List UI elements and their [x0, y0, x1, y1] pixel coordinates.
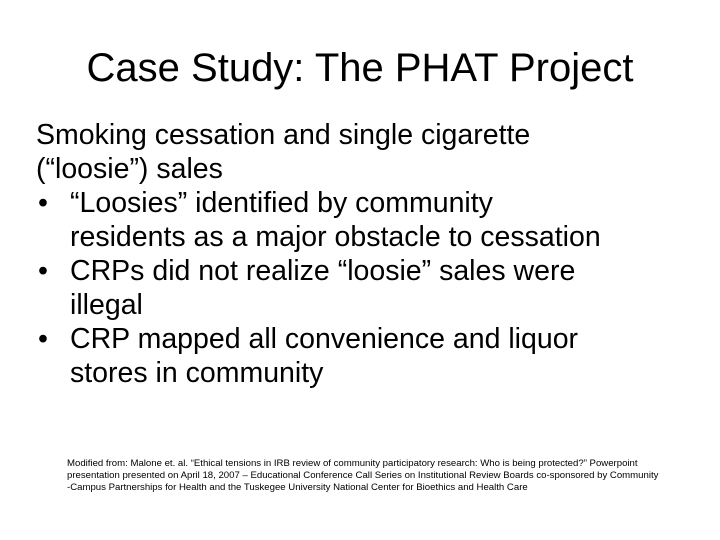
bullet-item: [36, 322, 696, 390]
bullet-line-2: stores in community: [70, 357, 324, 389]
footnote-line-1: Modified from: Malone et. al. “Ethical tensions in IRB review of community participatory research: Who is being protected?” Powerpoint: [67, 458, 638, 469]
bullet-item: [36, 186, 696, 254]
intro-line-2: (“loosie”) sales: [36, 153, 223, 185]
bullet-symbol: •: [38, 323, 48, 355]
bullet-line-2: illegal: [70, 289, 143, 321]
bullet-item: [36, 254, 696, 322]
slide-title: Case Study: The PHAT Project: [86, 46, 634, 90]
bullet-line-1: CRP mapped all convenience and liquor: [70, 323, 579, 355]
bullet-line-2: residents as a major obstacle to cessation: [70, 221, 601, 253]
bullet-symbol: •: [38, 187, 48, 219]
intro-text: [36, 118, 696, 186]
bullet-list: [36, 186, 696, 390]
slide-body: [36, 118, 696, 390]
footnote-line-2: presentation presented on April 18, 2007 – Educational Conference Call Series on Institutional Review Boards co-sponsored by Community: [67, 470, 659, 481]
footnote: [67, 458, 693, 494]
bullet-symbol: •: [38, 255, 48, 287]
bullet-line-1: “Loosies” identified by community: [70, 187, 493, 219]
intro-line-1: Smoking cessation and single cigarette: [36, 119, 531, 151]
footnote-line-3: -Campus Partnerships for Health and the Tuskegee University National Center for Bioethics and Health Care: [67, 482, 528, 493]
bullet-line-1: CRPs did not realize “loosie” sales were: [70, 255, 576, 287]
